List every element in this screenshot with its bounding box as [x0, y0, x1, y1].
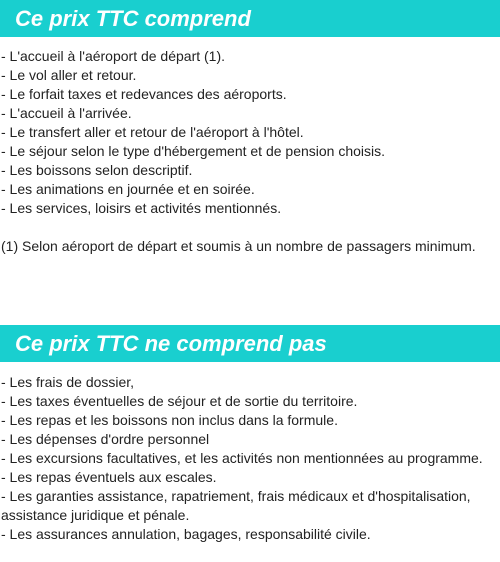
included-list	[0, 47, 492, 256]
excluded-list	[0, 373, 492, 544]
list-item: - Les excursions facultatives, et les activités non mentionnées au programme.	[1, 450, 483, 466]
footnote: (1) Selon aéroport de départ et soumis à un nombre de passagers minimum.	[1, 238, 476, 254]
list-item: - Les frais de dossier,	[1, 374, 135, 390]
list-item: - Les assurances annulation, bagages, responsabilité civile.	[1, 526, 371, 542]
list-item: - Les boissons selon descriptif.	[1, 162, 193, 178]
excluded-section-header: Ce prix TTC ne comprend pas	[0, 325, 500, 362]
list-item: - Les taxes éventuelles de séjour et de sortie du territoire.	[1, 393, 358, 409]
list-item: - Les repas et les boissons non inclus dans la formule.	[1, 412, 338, 428]
list-item: - Les dépenses d'ordre personnel	[1, 431, 210, 447]
list-item: - Les animations en journée et en soirée.	[1, 181, 255, 197]
list-item: - Le transfert aller et retour de l'aéroport à l'hôtel.	[1, 124, 304, 140]
list-item: - Les repas éventuels aux escales.	[1, 469, 217, 485]
list-item: - L'accueil à l'aéroport de départ (1).	[1, 48, 226, 64]
list-item: - Les garanties assistance, rapatriement, frais médicaux et d'hospitalisation, assistance juridique et pénale.	[1, 488, 471, 523]
list-item: - Le séjour selon le type d'hébergement et de pension choisis.	[1, 143, 386, 159]
list-item: - Les services, loisirs et activités mentionnés.	[1, 200, 282, 216]
included-section-header: Ce prix TTC comprend	[0, 0, 500, 37]
list-item: - L'accueil à l'arrivée.	[1, 105, 132, 121]
list-item: - Le forfait taxes et redevances des aéroports.	[1, 86, 287, 102]
list-item: - Le vol aller et retour.	[1, 67, 137, 83]
